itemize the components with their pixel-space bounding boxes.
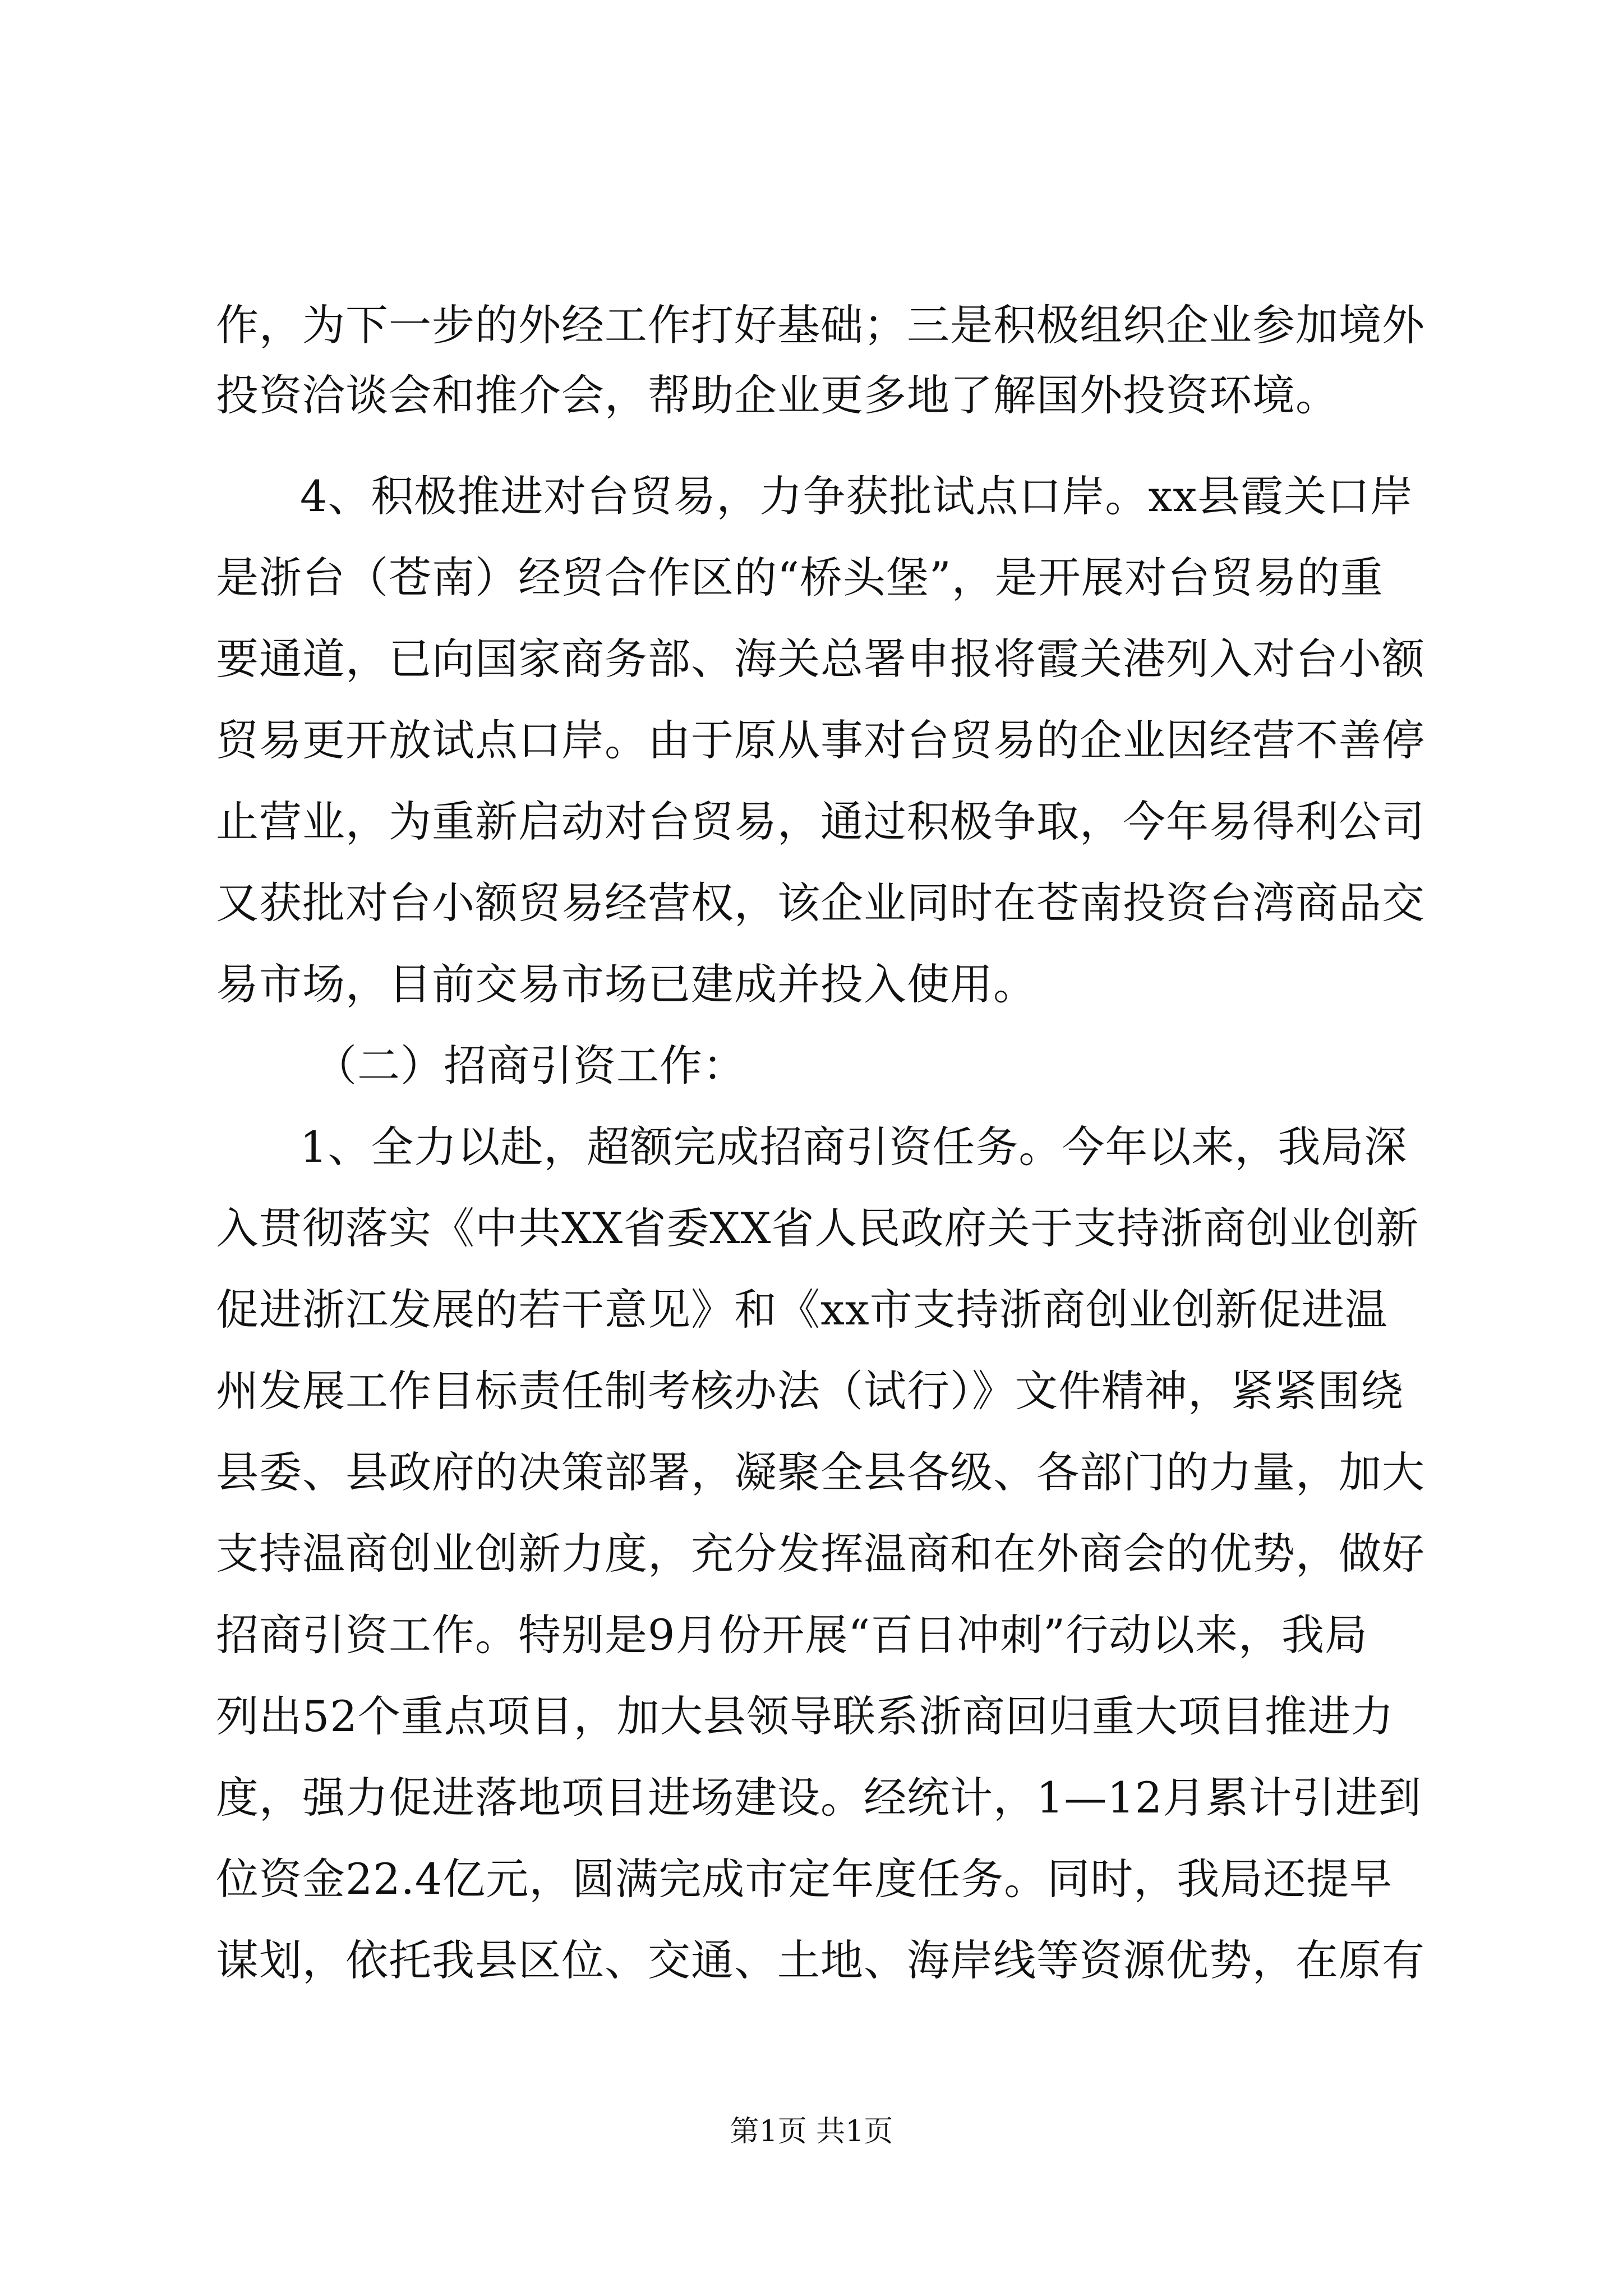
body-line-21: 谋划，依托我县区位、交通、土地、海岸线等资源优势，在原有: [216, 1935, 1425, 1985]
body-line-7: 止营业，为重新启动对台贸易，通过积极争取，今年易得利公司: [216, 797, 1425, 846]
body-line-20: 位资金22.4亿元，圆满完成市定年度任务。同时，我局还提早: [216, 1854, 1393, 1904]
body-line-19: 度，强力促进落地项目进场建设。经统计，1—12月累计引进到: [216, 1773, 1422, 1823]
paragraph-1-heading-line: 1、全力以赴，超额完成招商引资任务。今年以来，我局深: [300, 1122, 1408, 1172]
body-line-12: 入贯彻落实《中共XX省委XX省人民政府关于支持浙商创业创新: [216, 1203, 1419, 1253]
section-heading: （二）招商引资工作：: [314, 1041, 746, 1091]
body-line-14: 州发展工作目标责任制考核办法（试行）》文件精神，紧紧围绕: [216, 1366, 1404, 1416]
body-line-1: 作，为下一步的外经工作打好基础；三是积极组织企业参加境外: [216, 300, 1425, 350]
body-line-18: 列出52个重点项目，加大县领导联系浙商回归重大项目推进力: [216, 1691, 1394, 1741]
body-line-9: 易市场，目前交易市场已建成并投入使用。: [216, 959, 1036, 1009]
paragraph-4-heading-line: 4、积极推进对台贸易，力争获批试点口岸。xx县霞关口岸: [300, 471, 1414, 521]
body-line-6: 贸易更开放试点口岸。由于原从事对台贸易的企业因经营不善停: [216, 715, 1425, 765]
body-line-4: 是浙台（苍南）经贸合作区的“桥头堡”，是开展对台贸易的重: [216, 553, 1384, 602]
body-line-16: 支持温商创业创新力度，充分发挥温商和在外商会的优势，做好: [216, 1529, 1425, 1579]
body-line-13: 促进浙江发展的若干意见》和《xx市支持浙商创业创新促进温: [216, 1285, 1388, 1335]
body-line-8: 又获批对台小额贸易经营权，该企业同时在苍南投资台湾商品交: [216, 878, 1425, 928]
page-footer: 第1页 共1页: [730, 2115, 893, 2148]
body-line-17: 招商引资工作。特别是9月份开展“百日冲刺”行动以来，我局: [216, 1610, 1368, 1660]
body-line-2: 投资洽谈会和推介会，帮助企业更多地了解国外投资环境。: [216, 370, 1339, 420]
body-line-5: 要通道，已向国家商务部、海关总署申报将霞关港列入对台小额: [216, 634, 1425, 684]
body-line-15: 县委、县政府的决策部署，凝聚全县各级、各部门的力量，加大: [216, 1447, 1425, 1497]
